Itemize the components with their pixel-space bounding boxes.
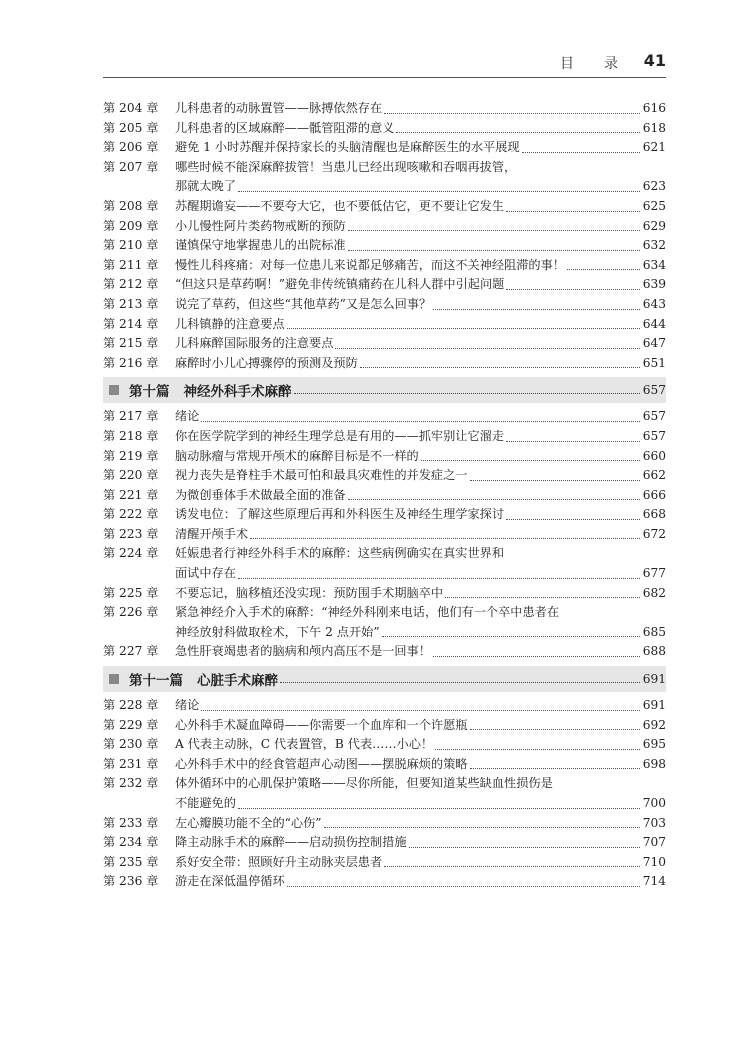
chapter-title-line: 游走在深低温停循环 [175,874,285,889]
page-number: 703 [642,815,666,830]
toc-entry[interactable] [103,735,666,755]
chapter-title [175,466,666,486]
chapter-number: 第 216 章 [103,355,159,370]
page-number: 647 [642,336,666,351]
page-number: 692 [642,717,666,732]
dot-leader [382,636,640,637]
toc-entry[interactable] [103,275,666,295]
dot-leader [280,682,640,683]
chapter-title-line: 系好安全带：照顾好升主动脉夹层患者 [175,854,383,869]
chapter-title [175,544,666,583]
dot-leader [433,309,640,310]
dot-leader [445,597,640,598]
chapter-title-line: 麻醉时小儿心搏骤停的预测及预防 [175,355,358,370]
chapter-number: 第 210 章 [103,238,159,253]
chapter-title [175,505,666,525]
chapter-title [175,486,666,506]
chapter-number: 第 221 章 [103,487,159,502]
table-of-contents [103,99,666,892]
dot-leader [421,460,640,461]
chapter-title [175,99,666,119]
chapter-title [175,872,666,892]
chapter-number: 第 231 章 [103,756,159,771]
part-number: 第十一篇 [129,673,183,690]
chapter-title-last-line [175,275,666,295]
dot-leader [335,348,640,349]
chapter-number: 第 214 章 [103,316,159,331]
chapter-number: 第 212 章 [103,277,159,292]
toc-entry[interactable] [103,642,666,662]
chapter-number: 第 223 章 [103,526,159,541]
toc-entry[interactable] [103,354,666,374]
chapter-title [175,295,666,315]
chapter-title [175,735,666,755]
chapter-title-line: 小儿慢性阿片类药物戒断的预防 [175,218,346,233]
chapter-title-last-line [175,295,666,315]
part-title: 神经外科手术麻醉 [183,384,292,401]
chapter-title [175,774,666,813]
chapter-number: 第 235 章 [103,854,159,869]
chapter-title-line: 左心瓣膜功能不全的“心伤” [175,815,322,830]
chapter-title [175,584,666,604]
part-title: 心脏手术麻醉 [197,673,278,690]
chapter-title [175,696,666,716]
chapter-title-line: 脑动脉瘤与常规开颅术的麻醉目标是不一样的 [175,448,419,463]
part-marker-icon [109,674,119,684]
chapter-title-last-line [175,642,666,662]
chapter-title-last-line [175,853,666,873]
chapter-title-line: 儿科患者的动脉置管——脉搏依然存在 [175,101,383,115]
toc-entry[interactable] [103,295,666,315]
page-number: 668 [642,507,666,522]
dot-leader [470,768,641,769]
chapter-title-last-line [175,872,666,892]
chapter-number: 第 229 章 [103,717,159,732]
chapter-title [175,407,666,427]
chapter-title-last-line [175,197,666,217]
toc-entry[interactable] [103,584,666,604]
chapter-title-line: 妊娠患者行神经外科手术的麻醉：这些病例确实在真实世界和 [175,546,505,561]
chapter-title-line: 绪论 [175,409,200,424]
toc-entry[interactable] [103,853,666,873]
dot-leader [522,152,640,153]
page-number: 651 [642,355,666,370]
page-number: 714 [642,874,666,889]
page-number: 643 [642,296,666,311]
dot-leader [201,421,640,422]
chapter-number: 第 226 章 [103,605,159,620]
page-number: 695 [642,737,666,752]
dot-leader [384,866,640,867]
chapter-title-last-line [175,427,666,447]
chapter-number: 第 232 章 [103,776,159,791]
chapter-title-last-line [175,334,666,354]
toc-entry[interactable] [103,197,666,217]
toc-entry[interactable] [103,833,666,853]
toc-entry[interactable] [103,755,666,775]
page-number: 660 [642,448,666,463]
toc-entry[interactable] [103,466,666,486]
toc-entry[interactable] [103,814,666,834]
chapter-title-last-line [175,623,666,643]
toc-entry[interactable] [103,427,666,447]
chapter-title-line: 儿科镇静的注意要点 [175,316,285,331]
toc-entry[interactable] [103,544,666,583]
dot-leader [435,749,640,750]
chapter-title [175,119,666,139]
chapter-title [175,236,666,256]
chapter-title [175,354,666,374]
chapter-title [175,716,666,736]
chapter-title [175,158,666,197]
toc-entry[interactable] [103,99,666,119]
chapter-title-last-line [175,119,666,139]
chapter-title [175,642,666,662]
page-number: 657 [642,409,666,424]
toc-entry[interactable] [103,872,666,892]
dot-leader [470,480,641,481]
page-number: 682 [642,585,666,600]
page-number: 662 [642,468,666,483]
dot-leader [384,113,640,114]
chapter-title-line: 急性肝衰竭患者的脑病和颅内高压不是一回事！ [175,644,431,659]
dot-leader [506,519,640,520]
dot-leader [506,441,640,442]
toc-entry[interactable] [103,774,666,813]
chapter-title-line: 绪论 [175,698,200,713]
chapter-number: 第 208 章 [103,198,159,213]
page-number: 691 [642,672,666,687]
dot-leader [250,538,640,539]
dot-leader [348,250,640,251]
chapter-title-last-line [175,315,666,335]
chapter-title-line: 心外科手术凝血障碍——你需要一个血库和一个许愿瓶 [175,717,468,732]
chapter-title-last-line [175,696,666,716]
chapter-title-line: 为微创垂体手术做最全面的准备 [175,487,346,502]
chapter-title-last-line [175,236,666,256]
chapter-title-last-line [175,525,666,545]
dot-leader [348,230,640,231]
chapter-title-last-line [175,486,666,506]
page-number: 629 [642,218,666,233]
dot-leader [360,367,640,368]
chapter-number: 第 215 章 [103,336,159,351]
chapter-number: 第 228 章 [103,698,159,713]
toc-entry[interactable] [103,334,666,354]
chapter-number: 第 220 章 [103,468,159,483]
dot-leader [348,499,640,500]
chapter-title-line: 紧急神经介入手术的麻醉：“神经外科刚来电话，他们有一个卒中患者在 [175,605,560,620]
chapter-title-line: 儿科患者的区域麻醉——骶管阻滞的意义 [175,120,395,135]
page-number: 621 [642,140,666,155]
page-header [103,51,666,75]
header-rule [103,77,666,78]
dot-leader [396,132,640,133]
part-number: 第十篇 [129,384,170,401]
page-number: 623 [642,179,666,194]
page-number: 698 [642,756,666,771]
toc-entry[interactable] [103,236,666,256]
page-number: 688 [642,644,666,659]
chapter-number: 第 236 章 [103,874,159,889]
dot-leader [433,656,640,657]
chapter-title-last-line [175,814,666,834]
dot-leader [287,328,640,329]
toc-entry[interactable] [103,256,666,276]
chapter-title-line: 视力丧失是脊柱手术最可怕和最具灾难性的并发症之一 [175,468,468,483]
chapter-title [175,427,666,447]
chapter-number: 第 206 章 [103,140,159,155]
chapter-title-last-line [175,407,666,427]
chapter-title-line: 神经放射科做取栓术，下午 2 点开始” [175,624,380,639]
chapter-number: 第 218 章 [103,428,159,443]
dot-leader [324,827,640,828]
chapter-title-last-line [175,447,666,467]
part-heading[interactable] [103,666,666,692]
chapter-title-last-line [175,217,666,237]
chapter-title [175,525,666,545]
chapter-title-last-line [175,564,666,584]
chapter-title-last-line [175,794,666,814]
chapter-title [175,197,666,217]
chapter-title-last-line [175,138,666,158]
chapter-title-line: 苏醒期谵妄——不要夸大它，也不要低估它，更不要让它发生 [175,198,505,213]
chapter-number: 第 217 章 [103,409,159,424]
header-title: 目 录 [560,56,626,72]
chapter-title-line: 面试中存在 [175,566,236,581]
chapter-title-line: 哪些时候不能深麻醉拔管！当患儿已经出现咳嗽和吞咽再拔管， [175,159,517,174]
chapter-title-line: 避免 1 小时苏醒并保持家长的头脑清醒也是麻醉医生的水平展现 [175,140,520,155]
chapter-title-line: 那就太晚了 [175,179,236,194]
page-number: 700 [642,796,666,810]
chapter-title [175,853,666,873]
chapter-number: 第 204 章 [103,101,159,115]
page-number: 616 [642,101,666,115]
page-number: 632 [642,238,666,253]
chapter-title-line: 你在医学院学到的神经生理学总是有用的——抓牢别让它溜走 [175,428,505,443]
chapter-number: 第 205 章 [103,120,159,135]
chapter-title [175,447,666,467]
page-number: 625 [642,198,666,213]
chapter-title-last-line [175,505,666,525]
toc-entry[interactable] [103,407,666,427]
chapter-title-line: 降主动脉手术的麻醉——启动损伤控制措施 [175,835,407,850]
chapter-title-last-line [175,716,666,736]
chapter-title-last-line [175,466,666,486]
page-number: 707 [642,835,666,850]
chapter-title-last-line [175,256,666,276]
chapter-title-line: 说完了草药，但这些“其他草药”又是怎么回事？ [175,296,432,311]
part-heading[interactable] [103,377,666,403]
page-number: 657 [642,428,666,443]
chapter-number: 第 227 章 [103,644,159,659]
dot-leader [238,808,640,809]
dot-leader [201,710,640,711]
chapter-title [175,138,666,158]
toc-entry[interactable] [103,447,666,467]
chapter-number: 第 209 章 [103,218,159,233]
chapter-title [175,334,666,354]
toc-entry[interactable] [103,158,666,197]
chapter-title-last-line [175,177,666,197]
page-number: 685 [642,624,666,639]
chapter-number: 第 207 章 [103,159,159,174]
chapter-title-line: 心外科手术中的经食管超声心动图——摆脱麻烦的策略 [175,756,468,771]
toc-entry[interactable] [103,696,666,716]
chapter-title [175,217,666,237]
chapter-title-last-line [175,833,666,853]
toc-entry[interactable] [103,716,666,736]
toc-entry[interactable] [103,217,666,237]
chapter-title-line: “但这只是草药啊！”避免非传统镇痛药在儿科人群中引起问题 [175,277,505,292]
page-number: 666 [642,487,666,502]
chapter-number: 第 222 章 [103,507,159,522]
chapter-title-line: 儿科麻醉国际服务的注意要点 [175,336,334,351]
dot-leader [409,847,640,848]
dot-leader [287,886,640,887]
dot-leader [294,393,641,394]
page-number: 677 [642,566,666,581]
chapter-title-line: 谨慎保守地掌握患儿的出院标准 [175,238,346,253]
dot-leader [238,578,640,579]
chapter-title-line: 清醒开颅手术 [175,526,249,541]
chapter-title-line: 不要忘记，脑移植还没实现：预防围手术期脑卒中 [175,585,444,600]
page-number: 672 [642,526,666,541]
dot-leader [470,729,641,730]
chapter-title-last-line [175,354,666,374]
chapter-title-last-line [175,99,666,119]
page-number: 644 [642,316,666,331]
chapter-title [175,256,666,276]
chapter-title [175,275,666,295]
dot-leader [238,191,640,192]
chapter-number: 第 225 章 [103,585,159,600]
chapter-title [175,315,666,335]
chapter-title [175,814,666,834]
chapter-title-last-line [175,584,666,604]
page-number: 710 [642,854,666,869]
chapter-title [175,755,666,775]
chapter-number: 第 211 章 [103,257,159,272]
chapter-title-line: 体外循环中的心肌保护策略——尽你所能，但要知道某些缺血性损伤是 [175,776,553,791]
chapter-number: 第 234 章 [103,835,159,850]
toc-entry[interactable] [103,119,666,139]
toc-entry[interactable] [103,603,666,642]
chapter-number: 第 233 章 [103,815,159,830]
chapter-title-line: A 代表主动脉，C 代表置管，B 代表……小心！ [175,737,434,752]
toc-entry[interactable] [103,315,666,335]
page-number: 634 [642,257,666,272]
toc-entry[interactable] [103,138,666,158]
toc-entry[interactable] [103,486,666,506]
chapter-title-line: 不能避免的 [175,796,236,810]
chapter-title-line: 诱发电位：了解这些原理后再和外科医生及神经生理学家探讨 [175,507,505,522]
chapter-title-last-line [175,755,666,775]
chapter-number: 第 224 章 [103,546,159,561]
chapter-title [175,833,666,853]
chapter-title-line: 慢性儿科疼痛：对每一位患儿来说都足够痛苦，而这不关神经阻滞的事！ [175,257,565,272]
page-number: 618 [642,120,666,135]
chapter-title [175,603,666,642]
page-number: 691 [642,698,666,713]
chapter-number: 第 219 章 [103,448,159,463]
chapter-title-last-line [175,735,666,755]
dot-leader [506,289,640,290]
toc-entry[interactable] [103,505,666,525]
part-marker-icon [109,385,119,395]
dot-leader [506,211,640,212]
toc-entry[interactable] [103,525,666,545]
chapter-number: 第 213 章 [103,296,159,311]
dot-leader [567,269,640,270]
chapter-number: 第 230 章 [103,737,159,752]
page-number: 639 [642,277,666,292]
header-page-number: 41 [643,51,666,70]
page-number: 657 [642,383,666,398]
